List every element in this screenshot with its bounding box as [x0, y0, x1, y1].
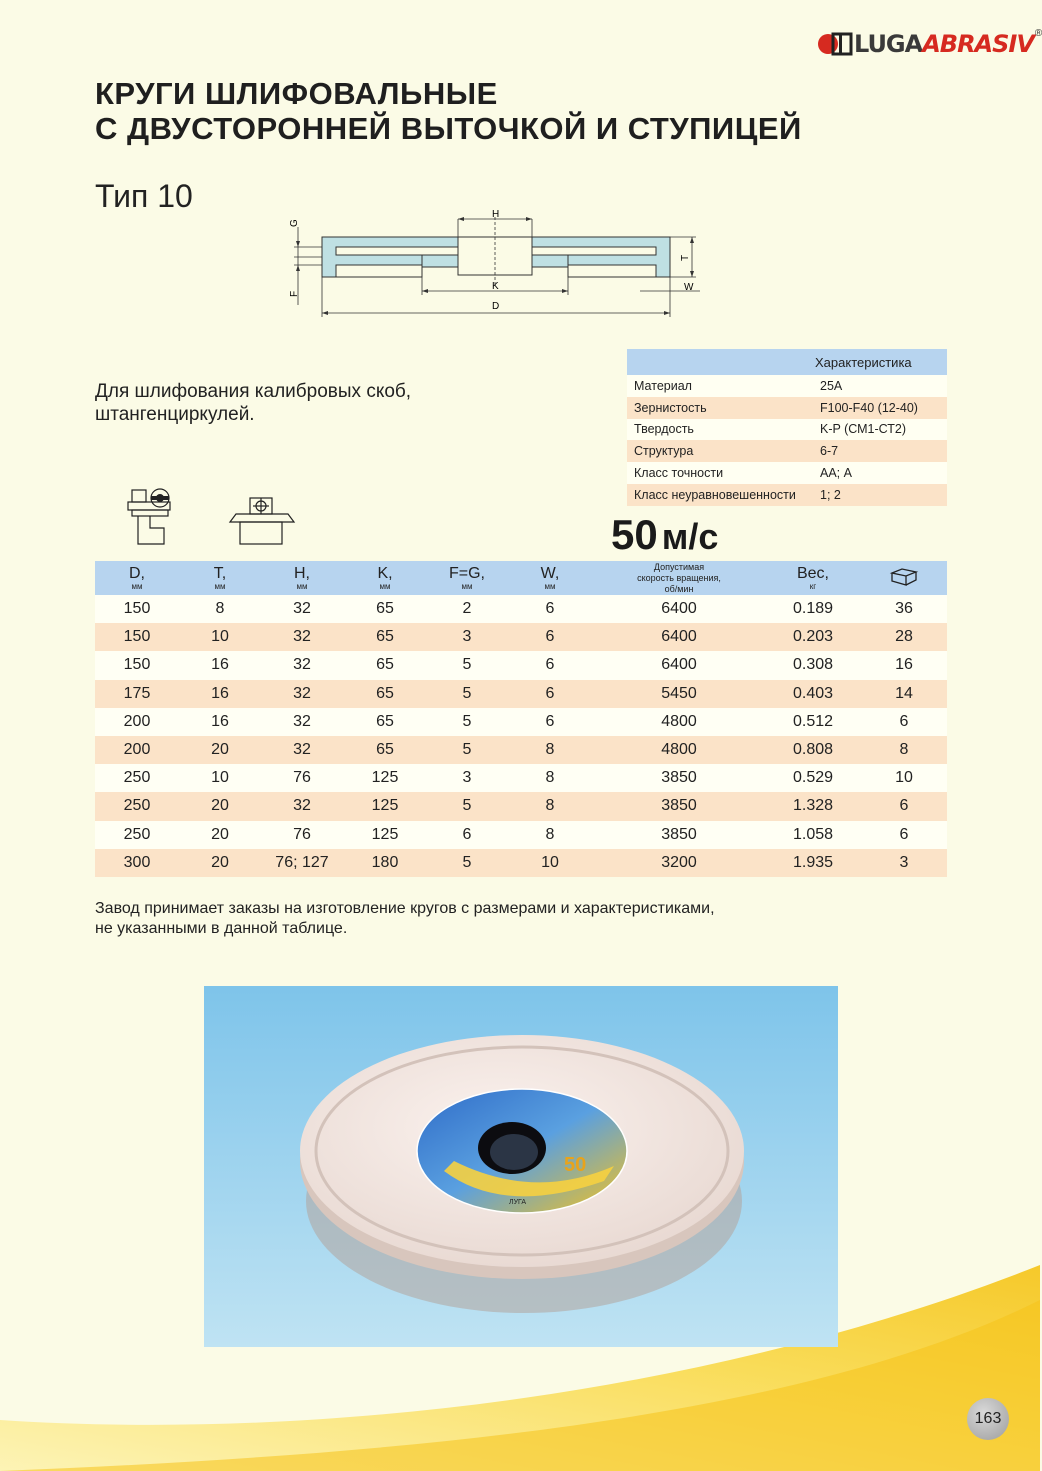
header-weight: Вес, кг — [765, 561, 861, 595]
cell-fg: 5 — [427, 736, 507, 764]
cell-qty: 28 — [861, 623, 947, 651]
cell-h: 32 — [261, 736, 343, 764]
page-title — [95, 76, 802, 146]
characteristic-value: АА; А — [820, 462, 947, 484]
drawing-label-g: G — [289, 219, 300, 227]
header-box — [861, 561, 947, 595]
cell-h: 32 — [261, 651, 343, 679]
characteristic-row — [627, 375, 947, 397]
characteristic-label: Класс неуравновешенности — [627, 484, 820, 506]
cell-h: 32 — [261, 792, 343, 820]
cell-weight: 0.403 — [765, 680, 861, 708]
product-photo — [204, 986, 838, 1347]
cell-fg: 5 — [427, 680, 507, 708]
cell-speed: 6400 — [593, 595, 765, 623]
cell-h: 76; 127 — [261, 849, 343, 877]
cell-fg: 3 — [427, 764, 507, 792]
cell-h: 32 — [261, 595, 343, 623]
drawing-label-w: W — [684, 282, 694, 293]
characteristic-label: Структура — [627, 440, 820, 462]
drawing-label-d: D — [492, 301, 500, 312]
cell-qty: 8 — [861, 736, 947, 764]
header-speed: Допустимая скорость вращения, об/мин — [593, 561, 765, 595]
table-header-row — [95, 561, 947, 595]
page-number: 163 — [967, 1398, 1009, 1440]
cell-qty: 3 — [861, 849, 947, 877]
cell-speed: 5450 — [593, 680, 765, 708]
header-w: W, мм — [507, 561, 593, 595]
cell-qty: 14 — [861, 680, 947, 708]
cell-speed: 4800 — [593, 736, 765, 764]
cell-w: 8 — [507, 764, 593, 792]
characteristic-value: 6-7 — [820, 440, 947, 462]
cell-t: 10 — [179, 623, 261, 651]
cell-d: 200 — [95, 708, 179, 736]
wheel-cross-section-drawing — [280, 205, 700, 325]
cell-qty: 6 — [861, 708, 947, 736]
title-line-1: КРУГИ ШЛИФОВАЛЬНЫЕ — [95, 76, 498, 111]
cell-weight: 1.935 — [765, 849, 861, 877]
table-row — [95, 708, 947, 736]
grinding-machine-icon — [124, 488, 176, 546]
type-label: Тип 10 — [95, 178, 193, 214]
title-line-2: С ДВУСТОРОННЕЙ ВЫТОЧКОЙ И СТУПИЦЕЙ — [95, 111, 802, 146]
cell-qty: 6 — [861, 792, 947, 820]
characteristic-value: 1; 2 — [820, 484, 947, 506]
cell-d: 175 — [95, 680, 179, 708]
cell-weight: 0.203 — [765, 623, 861, 651]
cell-w: 6 — [507, 651, 593, 679]
cell-w: 6 — [507, 680, 593, 708]
characteristic-label: Класс точности — [627, 462, 820, 484]
cell-d: 150 — [95, 651, 179, 679]
note-line-1: Завод принимает заказы на изготовление кругов с размерами и характеристиками, — [95, 900, 715, 917]
description-line-1: Для шлифования калибровых скоб, — [95, 381, 412, 402]
drawing-label-t: T — [680, 254, 691, 261]
cell-t: 20 — [179, 821, 261, 849]
max-speed-badge — [611, 511, 718, 559]
cell-t: 16 — [179, 708, 261, 736]
drawing-label-h: H — [492, 209, 500, 220]
cell-t: 10 — [179, 764, 261, 792]
header-t: T, мм — [179, 561, 261, 595]
cell-k: 65 — [343, 736, 427, 764]
cell-w: 8 — [507, 821, 593, 849]
cell-fg: 6 — [427, 821, 507, 849]
drawing-label-k: K — [492, 281, 499, 292]
sizes-table — [95, 561, 947, 877]
cell-t: 20 — [179, 849, 261, 877]
characteristic-label: Твердость — [627, 419, 820, 441]
cell-t: 16 — [179, 651, 261, 679]
characteristic-row — [627, 440, 947, 462]
cell-weight: 0.308 — [765, 651, 861, 679]
cell-fg: 5 — [427, 792, 507, 820]
cell-k: 180 — [343, 849, 427, 877]
logo-luga-text: LUGA — [854, 30, 923, 58]
cell-speed: 4800 — [593, 708, 765, 736]
cell-weight: 0.529 — [765, 764, 861, 792]
cell-qty: 10 — [861, 764, 947, 792]
application-description — [95, 380, 411, 426]
cell-speed: 6400 — [593, 651, 765, 679]
caliper-fixture-icon — [226, 494, 298, 546]
cell-qty: 16 — [861, 651, 947, 679]
cell-speed: 3850 — [593, 821, 765, 849]
cell-w: 10 — [507, 849, 593, 877]
table-row — [95, 792, 947, 820]
cell-w: 6 — [507, 623, 593, 651]
cell-d: 150 — [95, 595, 179, 623]
cell-h: 32 — [261, 708, 343, 736]
cell-k: 125 — [343, 821, 427, 849]
table-row — [95, 623, 947, 651]
characteristic-value: 25A — [820, 375, 947, 397]
brand-logo — [818, 28, 1042, 60]
cell-w: 8 — [507, 736, 593, 764]
order-note — [95, 899, 715, 938]
table-row — [95, 821, 947, 849]
speed-value: 50 — [611, 511, 658, 558]
characteristic-value: F100-F40 (12-40) — [820, 397, 947, 419]
table-row — [95, 651, 947, 679]
table-row — [95, 736, 947, 764]
cell-w: 6 — [507, 595, 593, 623]
table-row — [95, 595, 947, 623]
cell-speed: 6400 — [593, 623, 765, 651]
cell-w: 8 — [507, 792, 593, 820]
cell-speed: 3850 — [593, 792, 765, 820]
logo-mark-icon — [818, 30, 854, 58]
registered-mark: ® — [1034, 28, 1042, 39]
cell-weight: 0.512 — [765, 708, 861, 736]
cell-t: 16 — [179, 680, 261, 708]
cell-h: 76 — [261, 821, 343, 849]
cell-k: 65 — [343, 680, 427, 708]
cell-weight: 0.189 — [765, 595, 861, 623]
characteristics-header: Характеристика — [627, 349, 947, 375]
characteristic-row — [627, 419, 947, 441]
table-row — [95, 849, 947, 877]
header-d: D, мм — [95, 561, 179, 595]
cell-t: 20 — [179, 792, 261, 820]
cell-h: 32 — [261, 680, 343, 708]
cell-d: 300 — [95, 849, 179, 877]
characteristic-label: Материал — [627, 375, 820, 397]
header-h: H, мм — [261, 561, 343, 595]
cell-t: 20 — [179, 736, 261, 764]
logo-abrasiv-text: ABRASIV — [922, 30, 1034, 58]
cell-d: 250 — [95, 821, 179, 849]
header-k: K, мм — [343, 561, 427, 595]
cell-weight: 1.328 — [765, 792, 861, 820]
cell-t: 8 — [179, 595, 261, 623]
cell-k: 65 — [343, 708, 427, 736]
cell-qty: 6 — [861, 821, 947, 849]
cell-k: 65 — [343, 623, 427, 651]
table-row — [95, 764, 947, 792]
box-icon — [890, 566, 918, 586]
table-row — [95, 680, 947, 708]
characteristic-row — [627, 462, 947, 484]
cell-k: 125 — [343, 792, 427, 820]
cell-k: 125 — [343, 764, 427, 792]
cell-fg: 5 — [427, 651, 507, 679]
cell-weight: 1.058 — [765, 821, 861, 849]
description-line-2: штангенциркулей. — [95, 404, 255, 425]
characteristic-value: K-P (СМ1-СТ2) — [820, 419, 947, 441]
characteristic-row — [627, 397, 947, 419]
cell-h: 32 — [261, 623, 343, 651]
cell-d: 150 — [95, 623, 179, 651]
cell-d: 200 — [95, 736, 179, 764]
drawing-label-f: F — [289, 290, 300, 297]
characteristics-table — [627, 349, 947, 506]
photo-label-brand: ЛУГА — [509, 1199, 527, 1206]
cell-weight: 0.808 — [765, 736, 861, 764]
cell-speed: 3850 — [593, 764, 765, 792]
header-fg: F=G, мм — [427, 561, 507, 595]
note-line-2: не указанными в данной таблице. — [95, 919, 348, 937]
photo-label-speed: 50 — [564, 1154, 587, 1176]
cell-d: 250 — [95, 792, 179, 820]
cell-qty: 36 — [861, 595, 947, 623]
speed-unit: м/с — [661, 516, 719, 557]
cell-k: 65 — [343, 595, 427, 623]
cell-fg: 3 — [427, 623, 507, 651]
characteristic-row — [627, 484, 947, 506]
cell-w: 6 — [507, 708, 593, 736]
cell-h: 76 — [261, 764, 343, 792]
cell-fg: 5 — [427, 708, 507, 736]
cell-fg: 5 — [427, 849, 507, 877]
cell-k: 65 — [343, 651, 427, 679]
cell-fg: 2 — [427, 595, 507, 623]
cell-speed: 3200 — [593, 849, 765, 877]
cell-d: 250 — [95, 764, 179, 792]
characteristic-label: Зернистость — [627, 397, 820, 419]
